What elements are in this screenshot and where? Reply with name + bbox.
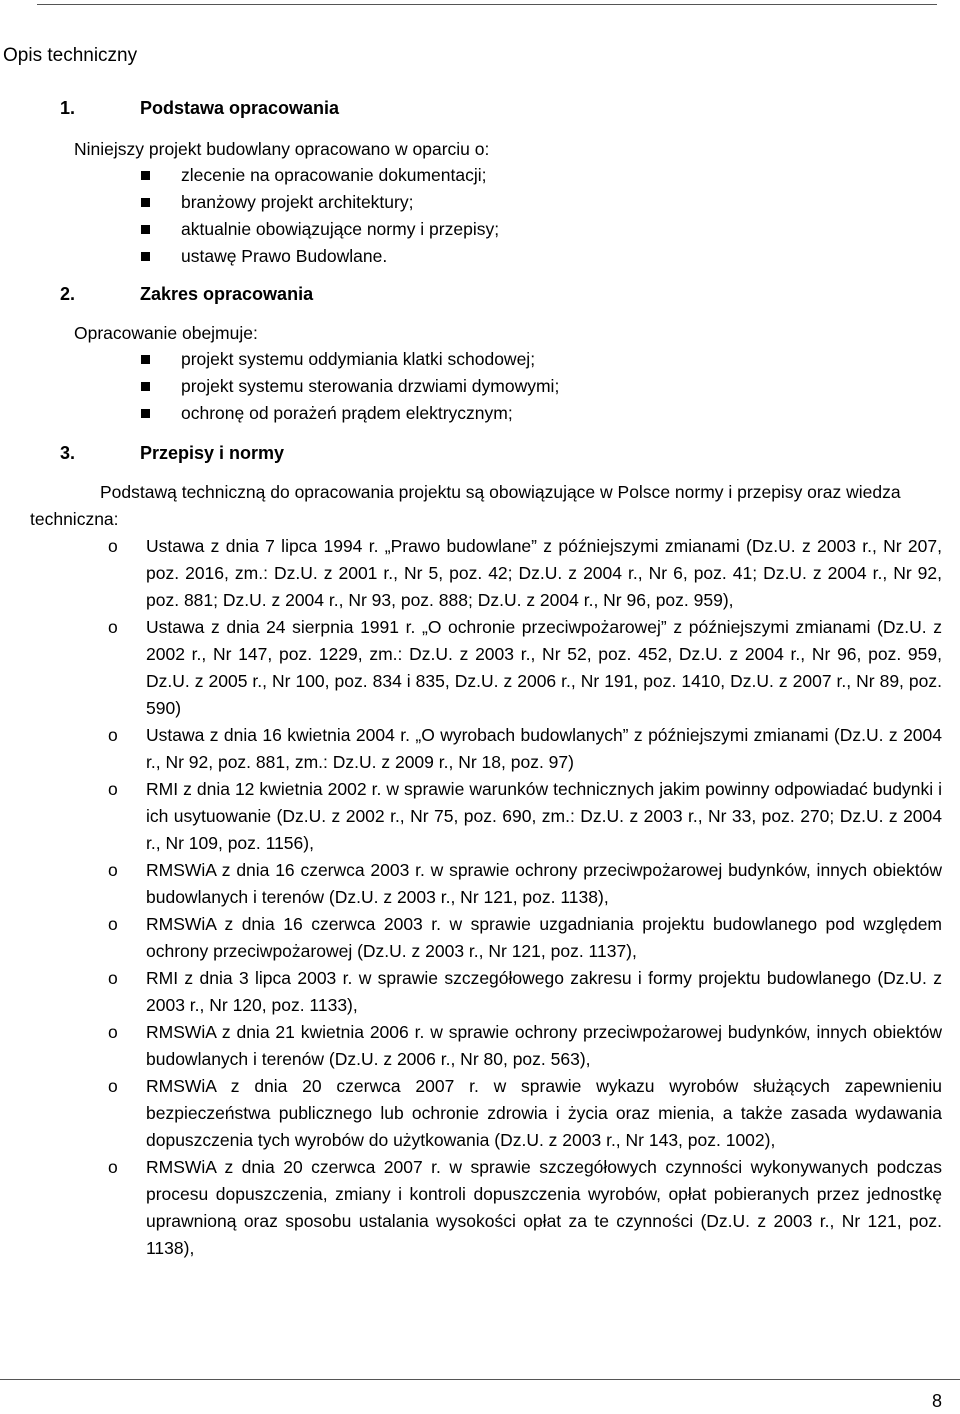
regulation-item [0, 1019, 960, 1073]
circle-bullet-icon: o [108, 860, 118, 880]
bullet-list [0, 162, 960, 270]
regulation-text: Ustawa z dnia 16 kwietnia 2004 r. „O wyrobach budowlanych” z późniejszymi zmianami (Dz.U. z 2004 r., Nr 92, poz. 881, zm.: Dz.U. z 2009 r., Nr 18, poz. 97) [146, 725, 942, 772]
circle-bullet-icon: o [108, 1076, 118, 1096]
section-intro: Niniejszy projekt budowlany opracowano w oparciu o: [74, 139, 490, 159]
regulation-item [0, 533, 960, 614]
regulation-text: RMSWiA z dnia 16 czerwca 2003 r. w sprawie uzgadniania projektu budowlanego pod względem ochrony przeciwpożarowej (Dz.U. z 2003 r., Nr 121, poz. 1137), [146, 914, 942, 961]
square-bullet-icon [141, 198, 150, 207]
regulation-item [0, 1154, 960, 1262]
list-item-text: ustawę Prawo Budowlane. [181, 246, 388, 266]
bullet-list [0, 346, 960, 427]
regulation-item [0, 776, 960, 857]
header-rule [37, 4, 937, 5]
list-item-text: projekt systemu oddymiania klatki schodowej; [181, 349, 536, 369]
square-bullet-icon [141, 382, 150, 391]
list-item [0, 216, 960, 243]
document-title: Opis techniczny [3, 45, 138, 66]
section-number: 2. [60, 284, 76, 304]
regulation-text: RMI z dnia 3 lipca 2003 r. w sprawie szczegółowego zakresu i formy projektu budowlanego (Dz.U. z 2003 r., Nr 120, poz. 1133), [146, 968, 942, 1015]
regulation-item [0, 614, 960, 722]
circle-bullet-icon: o [108, 725, 118, 745]
list-item [0, 189, 960, 216]
section-title: Podstawa opracowania [140, 98, 340, 118]
page-number: 8 [931, 1391, 942, 1411]
section-heading-2 [60, 281, 313, 307]
regulation-text: RMSWiA z dnia 16 czerwca 2003 r. w sprawie ochrony przeciwpożarowej budynków, innych obiektów budowlanych i terenów (Dz.U. z 2003 r., Nr 121, poz. 1138), [146, 860, 942, 907]
footer-rule [0, 1379, 960, 1380]
list-item [0, 400, 960, 427]
circle-bullet-icon: o [108, 779, 118, 799]
section-intro: Podstawą techniczną do opracowania projektu są obowiązujące w Polsce normy i przepisy oraz wiedza techniczna: [30, 482, 901, 529]
regulation-text: RMSWiA z dnia 20 czerwca 2007 r. w sprawie szczegółowych czynności wykonywanych podczas procesu dopuszczenia, zmiany i kontroli dopuszczenia wyrobów, opłat pobieranych przez jednostkę uprawnioną oraz sposobu ustalania wysokości opłat za te czynności (Dz.U. z 2003 r., Nr 121, poz. 1138), [146, 1157, 942, 1258]
circle-bullet-icon: o [108, 968, 118, 988]
regulation-text: Ustawa z dnia 7 lipca 1994 r. „Prawo budowlane” z późniejszymi zmianami (Dz.U. z 2003 r., Nr 207, poz. 2016, zm.: Dz.U. z 2001 r., Nr 5, poz. 42; Dz.U. z 2004 r., Nr 6, poz. 41; Dz.U. z 2004 r., Nr 92, poz. 881; Dz.U. z 2004 r., Nr 93, poz. 888; Dz.U. z 2004 r., Nr 96, poz. 959), [146, 536, 942, 610]
list-item [0, 373, 960, 400]
list-item-text: projekt systemu sterowania drzwiami dymowymi; [181, 376, 560, 396]
section-number: 1. [60, 98, 76, 118]
circle-bullet-icon: o [108, 914, 118, 934]
regulation-text: Ustawa z dnia 24 sierpnia 1991 r. „O ochronie przeciwpożarowej” z późniejszymi zmianami (Dz.U. z 2002 r., Nr 147, poz. 1229, zm.: Dz.U. z 2003 r., Nr 52, poz. 452, Dz.U. z 2004 r., Nr 96, poz. 959, Dz.U. z 2005 r., Nr 100, poz. 834 i 835, Dz.U. z 2006 r., Nr 191, poz. 1410, Dz.U. z 2007 r., Nr 89, poz. 590) [146, 617, 942, 718]
section-title: Przepisy i normy [140, 443, 285, 463]
circle-bullet-icon: o [108, 1157, 118, 1177]
list-item-text: ochronę od porażeń prądem elektrycznym; [181, 403, 513, 423]
list-item-text: aktualnie obowiązujące normy i przepisy; [181, 219, 500, 239]
regulation-text: RMSWiA z dnia 20 czerwca 2007 r. w sprawie wykazu wyrobów służących zapewnieniu bezpieczeństwa publicznego lub ochronie zdrowia i życia oraz mienia, a także zasada wydawania dopuszczenia tych wyrobów do użytkowania (Dz.U. z 2003 r., Nr 143, poz. 1002), [146, 1076, 942, 1150]
circle-bullet-icon: o [108, 536, 118, 556]
list-item-text: zlecenie na opracowanie dokumentacji; [181, 165, 487, 185]
regulation-text: RMI z dnia 12 kwietnia 2002 r. w sprawie warunków technicznych jakim powinny odpowiadać budynki i ich usytuowanie (Dz.U. z 2002 r., Nr 75, poz. 690, zm.: Dz.U. z 2003 r., Nr 33, poz. 270; Dz.U. z 2004 r., Nr 109, poz. 1156), [146, 779, 942, 853]
list-item [0, 162, 960, 189]
section-title: Zakres opracowania [140, 284, 314, 304]
regulation-item [0, 911, 960, 965]
list-item-text: branżowy projekt architektury; [181, 192, 414, 212]
square-bullet-icon [141, 252, 150, 261]
section-intro: Opracowanie obejmuje: [74, 323, 258, 343]
section-heading-3 [60, 440, 284, 466]
list-item [0, 346, 960, 373]
circle-bullet-icon: o [108, 617, 118, 637]
regulation-item [0, 722, 960, 776]
list-item [0, 243, 960, 270]
square-bullet-icon [141, 409, 150, 418]
regulations-list [0, 533, 960, 1262]
square-bullet-icon [141, 171, 150, 180]
regulation-text: RMSWiA z dnia 21 kwietnia 2006 r. w sprawie ochrony przeciwpożarowej budynków, innych obiektów budowlanych i terenów (Dz.U. z 2006 r., Nr 80, poz. 563), [146, 1022, 942, 1069]
regulation-item [0, 965, 960, 1019]
circle-bullet-icon: o [108, 1022, 118, 1042]
regulation-item [0, 1073, 960, 1154]
section-number: 3. [60, 443, 76, 463]
square-bullet-icon [141, 225, 150, 234]
regulation-item [0, 857, 960, 911]
square-bullet-icon [141, 355, 150, 364]
section-heading-1 [60, 95, 339, 121]
